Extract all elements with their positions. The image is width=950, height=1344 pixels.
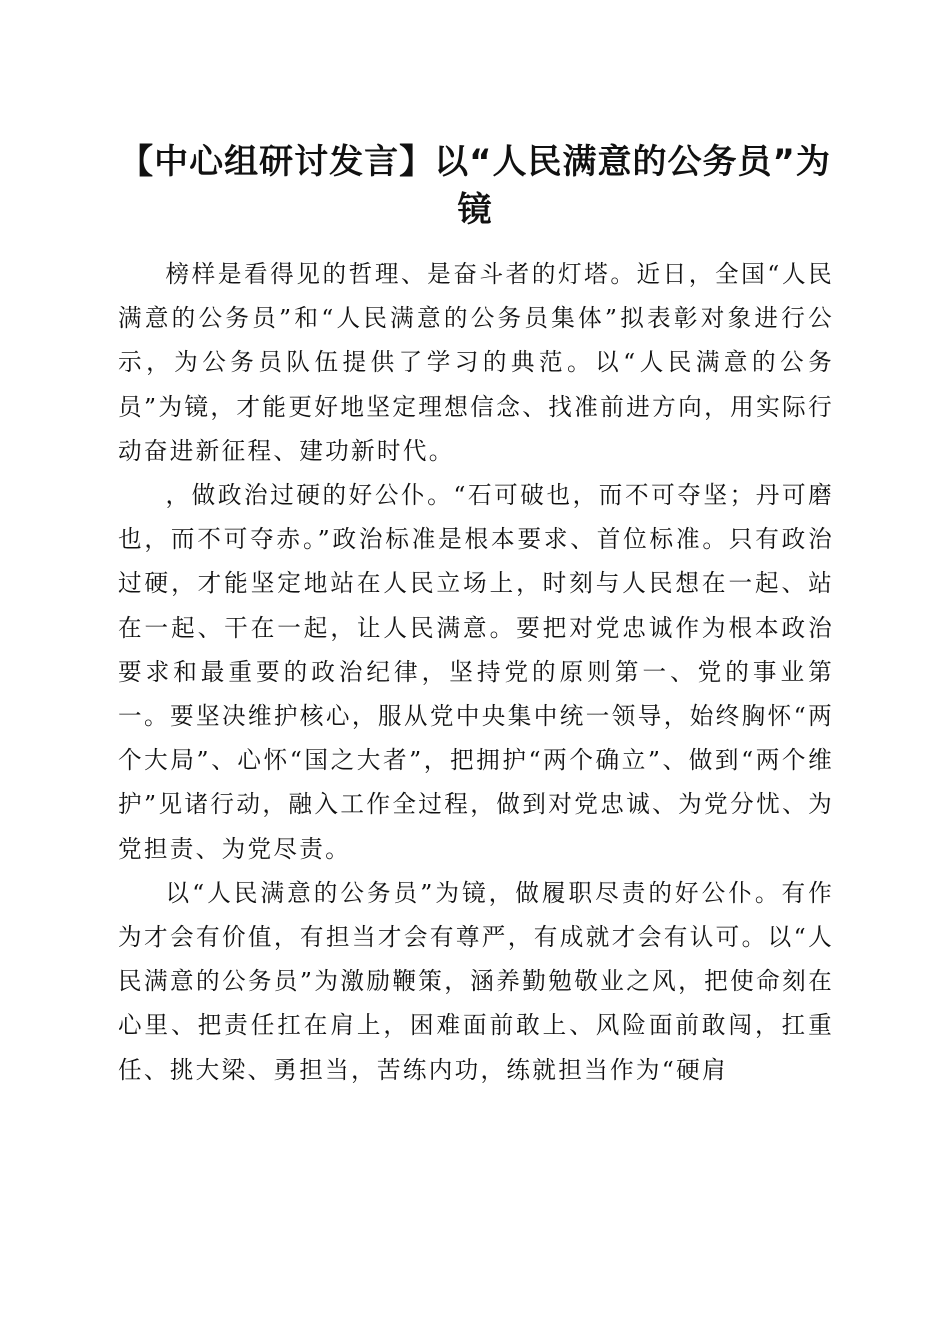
- paragraph-3: 以“人民满意的公务员”为镜，做履职尽责的好公仆。有作为才会有价值，有担当才会有尊严，有成就才会有认可。以“人民满意的公务员”为激励鞭策，涵养勤勉敬业之风，把使命刻在心里、把责任扛在肩上，困难面前敢上、风险面前敢闯，扛重任、挑大梁、勇担当，苦练内功，练就担当作为“硬肩: [118, 878, 834, 1084]
- paragraph-1: 榜样是看得见的哲理、是奋斗者的灯塔。近日，全国“人民满意的公务员”和“人民满意的公务员集体”拟表彰对象进行公示，为公务员队伍提供了学习的典范。以“人民满意的公务员”为镜，才能更好地坚定理想信念、找准前进方向，用实际行动奋进新征程、建功新时代。: [118, 260, 834, 465]
- document-body: [118, 252, 834, 1092]
- document-title: 【中心组研讨发言】以“人民满意的公务员”为镜: [119, 142, 831, 230]
- paragraph-2: ，做政治过硬的好公仆。“石可破也，而不可夺坚；丹可磨也，而不可夺赤。”政治标准是根本要求、首位标准。只有政治过硬，才能坚定地站在人民立场上，时刻与人民想在一起、站在一起、干在一起，让人民满意。要把对党忠诚作为根本政治要求和最重要的政治纪律，坚持党的原则第一、党的事业第一。要坚决维护核心，服从党中央集中统一领导，始终胸怀“两个大局”、心怀“国之大者”，把拥护“两个确立”、做到“两个维护”见诸行动，融入工作全过程，做到对党忠诚、为党分忧、为党担责、为党尽责。: [118, 481, 834, 863]
